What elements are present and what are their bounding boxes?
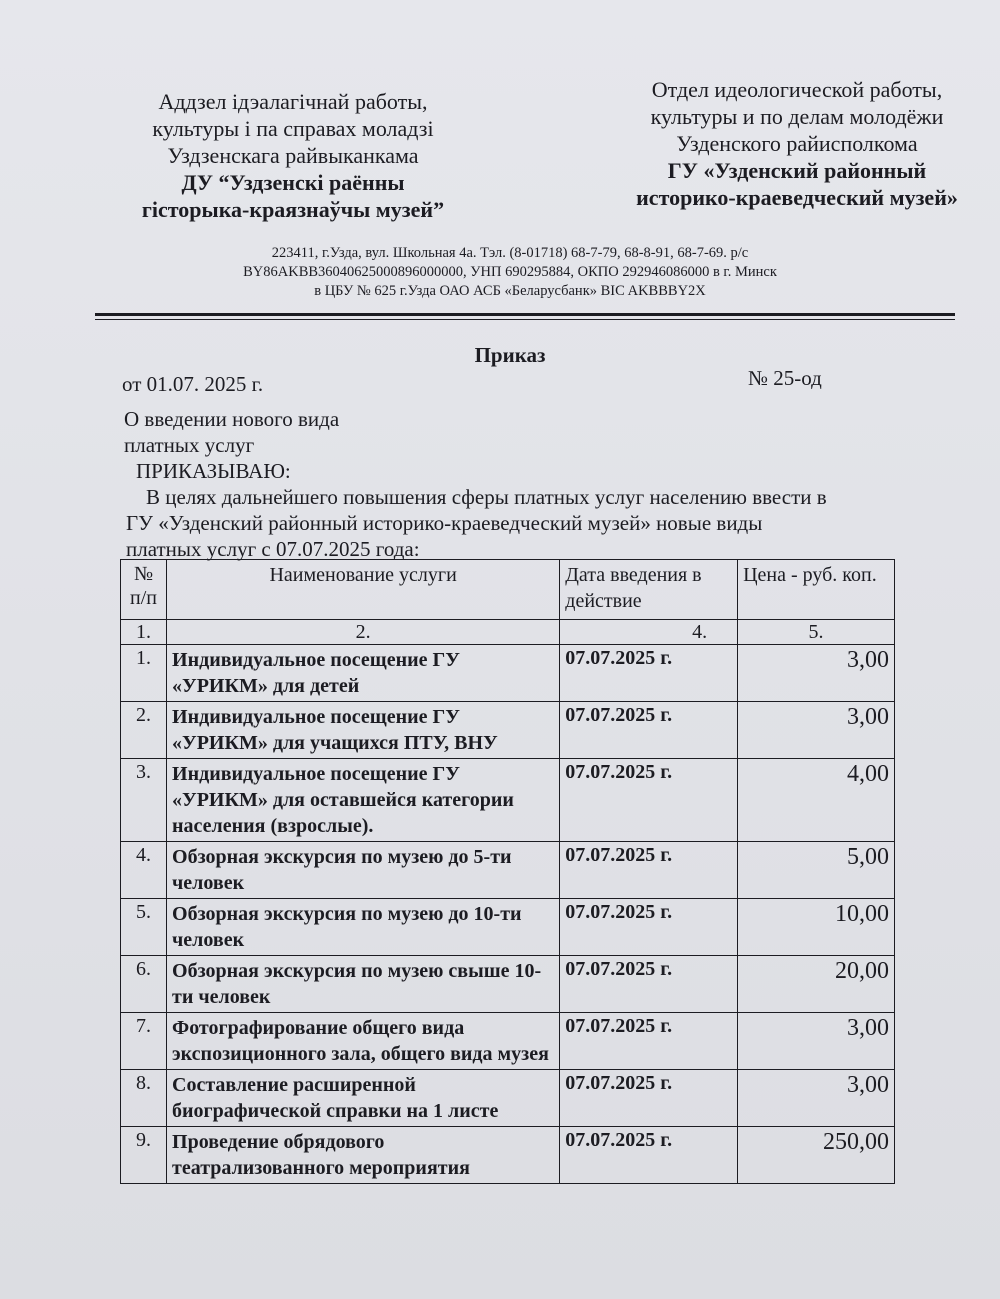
price-cell: 4,00 — [738, 759, 895, 842]
index-row — [121, 620, 895, 645]
service-name-cell: Обзорная экскурсия по музею до 5-ти человек — [167, 842, 560, 899]
price-cell: 3,00 — [738, 645, 895, 702]
header-divider-thick — [95, 313, 955, 316]
effective-date-cell: 07.07.2025 г. — [560, 1127, 738, 1184]
order-body: ГУ «Узденский районный историко-краеведческий музей» новые виды — [126, 511, 763, 535]
row-number-cell: 8. — [121, 1070, 167, 1127]
header-right-org: историко-краеведческий музей» — [636, 185, 958, 210]
header-price: Цена - руб. коп. — [738, 560, 895, 620]
effective-date-cell: 07.07.2025 г. — [560, 899, 738, 956]
header-right-line: Отдел идеологической работы, — [651, 77, 943, 102]
service-name-cell: Индивидуальное посещение ГУ «УРИКМ» для оставшейся категории населения (взрослые). — [167, 759, 560, 842]
price-cell: 250,00 — [738, 1127, 895, 1184]
row-number-cell: 7. — [121, 1013, 167, 1070]
services-table — [120, 559, 895, 1184]
effective-date-cell: 07.07.2025 г. — [560, 759, 738, 842]
order-date: от 01.07. 2025 г. — [122, 372, 264, 396]
order-subject: платных услуг — [124, 433, 255, 457]
header-russian — [612, 76, 982, 211]
order-body: платных услуг с 07.07.2025 года: — [126, 537, 420, 561]
effective-date-cell: 07.07.2025 г. — [560, 842, 738, 899]
order-number: № 25-од — [748, 366, 822, 390]
header-num: № п/п — [121, 560, 167, 620]
table-row — [121, 759, 895, 842]
service-name-cell: Индивидуальное посещение ГУ «УРИКМ» для учащихся ПТУ, ВНУ — [167, 702, 560, 759]
price-cell: 3,00 — [738, 1013, 895, 1070]
service-name-cell: Проведение обрядового театрализованного мероприятия — [167, 1127, 560, 1184]
table-row — [121, 956, 895, 1013]
contact-line: BY86AKBB36040625000896000000, УНП 690295884, ОКПО 292946086000 в г. Минск — [243, 264, 777, 280]
service-name-cell: Фотографирование общего вида экспозиционного зала, общего вида музея — [167, 1013, 560, 1070]
contact-details — [150, 244, 870, 301]
header-left-org: гісторыка-краязнаўчы музей” — [141, 197, 445, 222]
index-cell: 4. — [560, 620, 738, 645]
price-cell: 20,00 — [738, 956, 895, 1013]
order-word: ПРИКАЗЫВАЮ: — [136, 459, 291, 483]
row-number-cell: 1. — [121, 645, 167, 702]
header-left-line: Уздзенскага райвыканкама — [167, 143, 419, 168]
row-number-cell: 5. — [121, 899, 167, 956]
header-right-line: Узденского райисполкома — [676, 131, 918, 156]
price-cell: 10,00 — [738, 899, 895, 956]
row-number-cell: 4. — [121, 842, 167, 899]
index-cell: 5. — [738, 620, 895, 645]
index-cell: 1. — [121, 620, 167, 645]
price-cell: 3,00 — [738, 702, 895, 759]
order-body: В целях дальнейшего повышения сферы платных услуг населению ввести в — [146, 485, 827, 509]
table-header-row — [121, 560, 895, 620]
service-name-cell: Обзорная экскурсия по музею до 10-ти человек — [167, 899, 560, 956]
header-divider-thin — [95, 319, 955, 320]
service-name-cell: Составление расширенной биографической справки на 1 листе — [167, 1070, 560, 1127]
table-row — [121, 842, 895, 899]
header-date: Дата введения в действие — [560, 560, 738, 620]
header-left-line: Аддзел ідэалагічнай работы, — [158, 89, 428, 114]
table-row — [121, 899, 895, 956]
effective-date-cell: 07.07.2025 г. — [560, 1013, 738, 1070]
price-cell: 5,00 — [738, 842, 895, 899]
row-number-cell: 9. — [121, 1127, 167, 1184]
contact-line: в ЦБУ № 625 г.Узда ОАО АСБ «Беларусбанк» BIC AKBBBY2X — [314, 283, 706, 299]
row-number-cell: 2. — [121, 702, 167, 759]
table-row — [121, 645, 895, 702]
header-right-org: ГУ «Узденский районный — [667, 158, 927, 183]
row-number-cell: 3. — [121, 759, 167, 842]
header-belarusian — [118, 88, 468, 223]
effective-date-cell: 07.07.2025 г. — [560, 702, 738, 759]
table-row — [121, 1070, 895, 1127]
header-right-line: культуры и по делам молодёжи — [650, 104, 944, 129]
effective-date-cell: 07.07.2025 г. — [560, 645, 738, 702]
header-name: Наименование услуги — [167, 560, 560, 620]
price-cell: 3,00 — [738, 1070, 895, 1127]
service-name-cell: Индивидуальное посещение ГУ «УРИКМ» для детей — [167, 645, 560, 702]
effective-date-cell: 07.07.2025 г. — [560, 956, 738, 1013]
effective-date-cell: 07.07.2025 г. — [560, 1070, 738, 1127]
index-cell: 2. — [167, 620, 560, 645]
service-name-cell: Обзорная экскурсия по музею свыше 10-ти человек — [167, 956, 560, 1013]
table-row — [121, 1127, 895, 1184]
table-row — [121, 1013, 895, 1070]
document-title: Приказ — [474, 343, 546, 367]
table-row — [121, 702, 895, 759]
contact-line: 223411, г.Узда, вул. Школьная 4а. Тэл. (8-01718) 68-7-79, 68-8-91, 68-7-69. р/с — [271, 245, 749, 261]
order-subject: О введении нового вида — [124, 407, 340, 431]
row-number-cell: 6. — [121, 956, 167, 1013]
header-left-org: ДУ “Уздзенскі раённы — [181, 170, 405, 195]
header-left-line: культуры і па справах моладзі — [152, 116, 434, 141]
